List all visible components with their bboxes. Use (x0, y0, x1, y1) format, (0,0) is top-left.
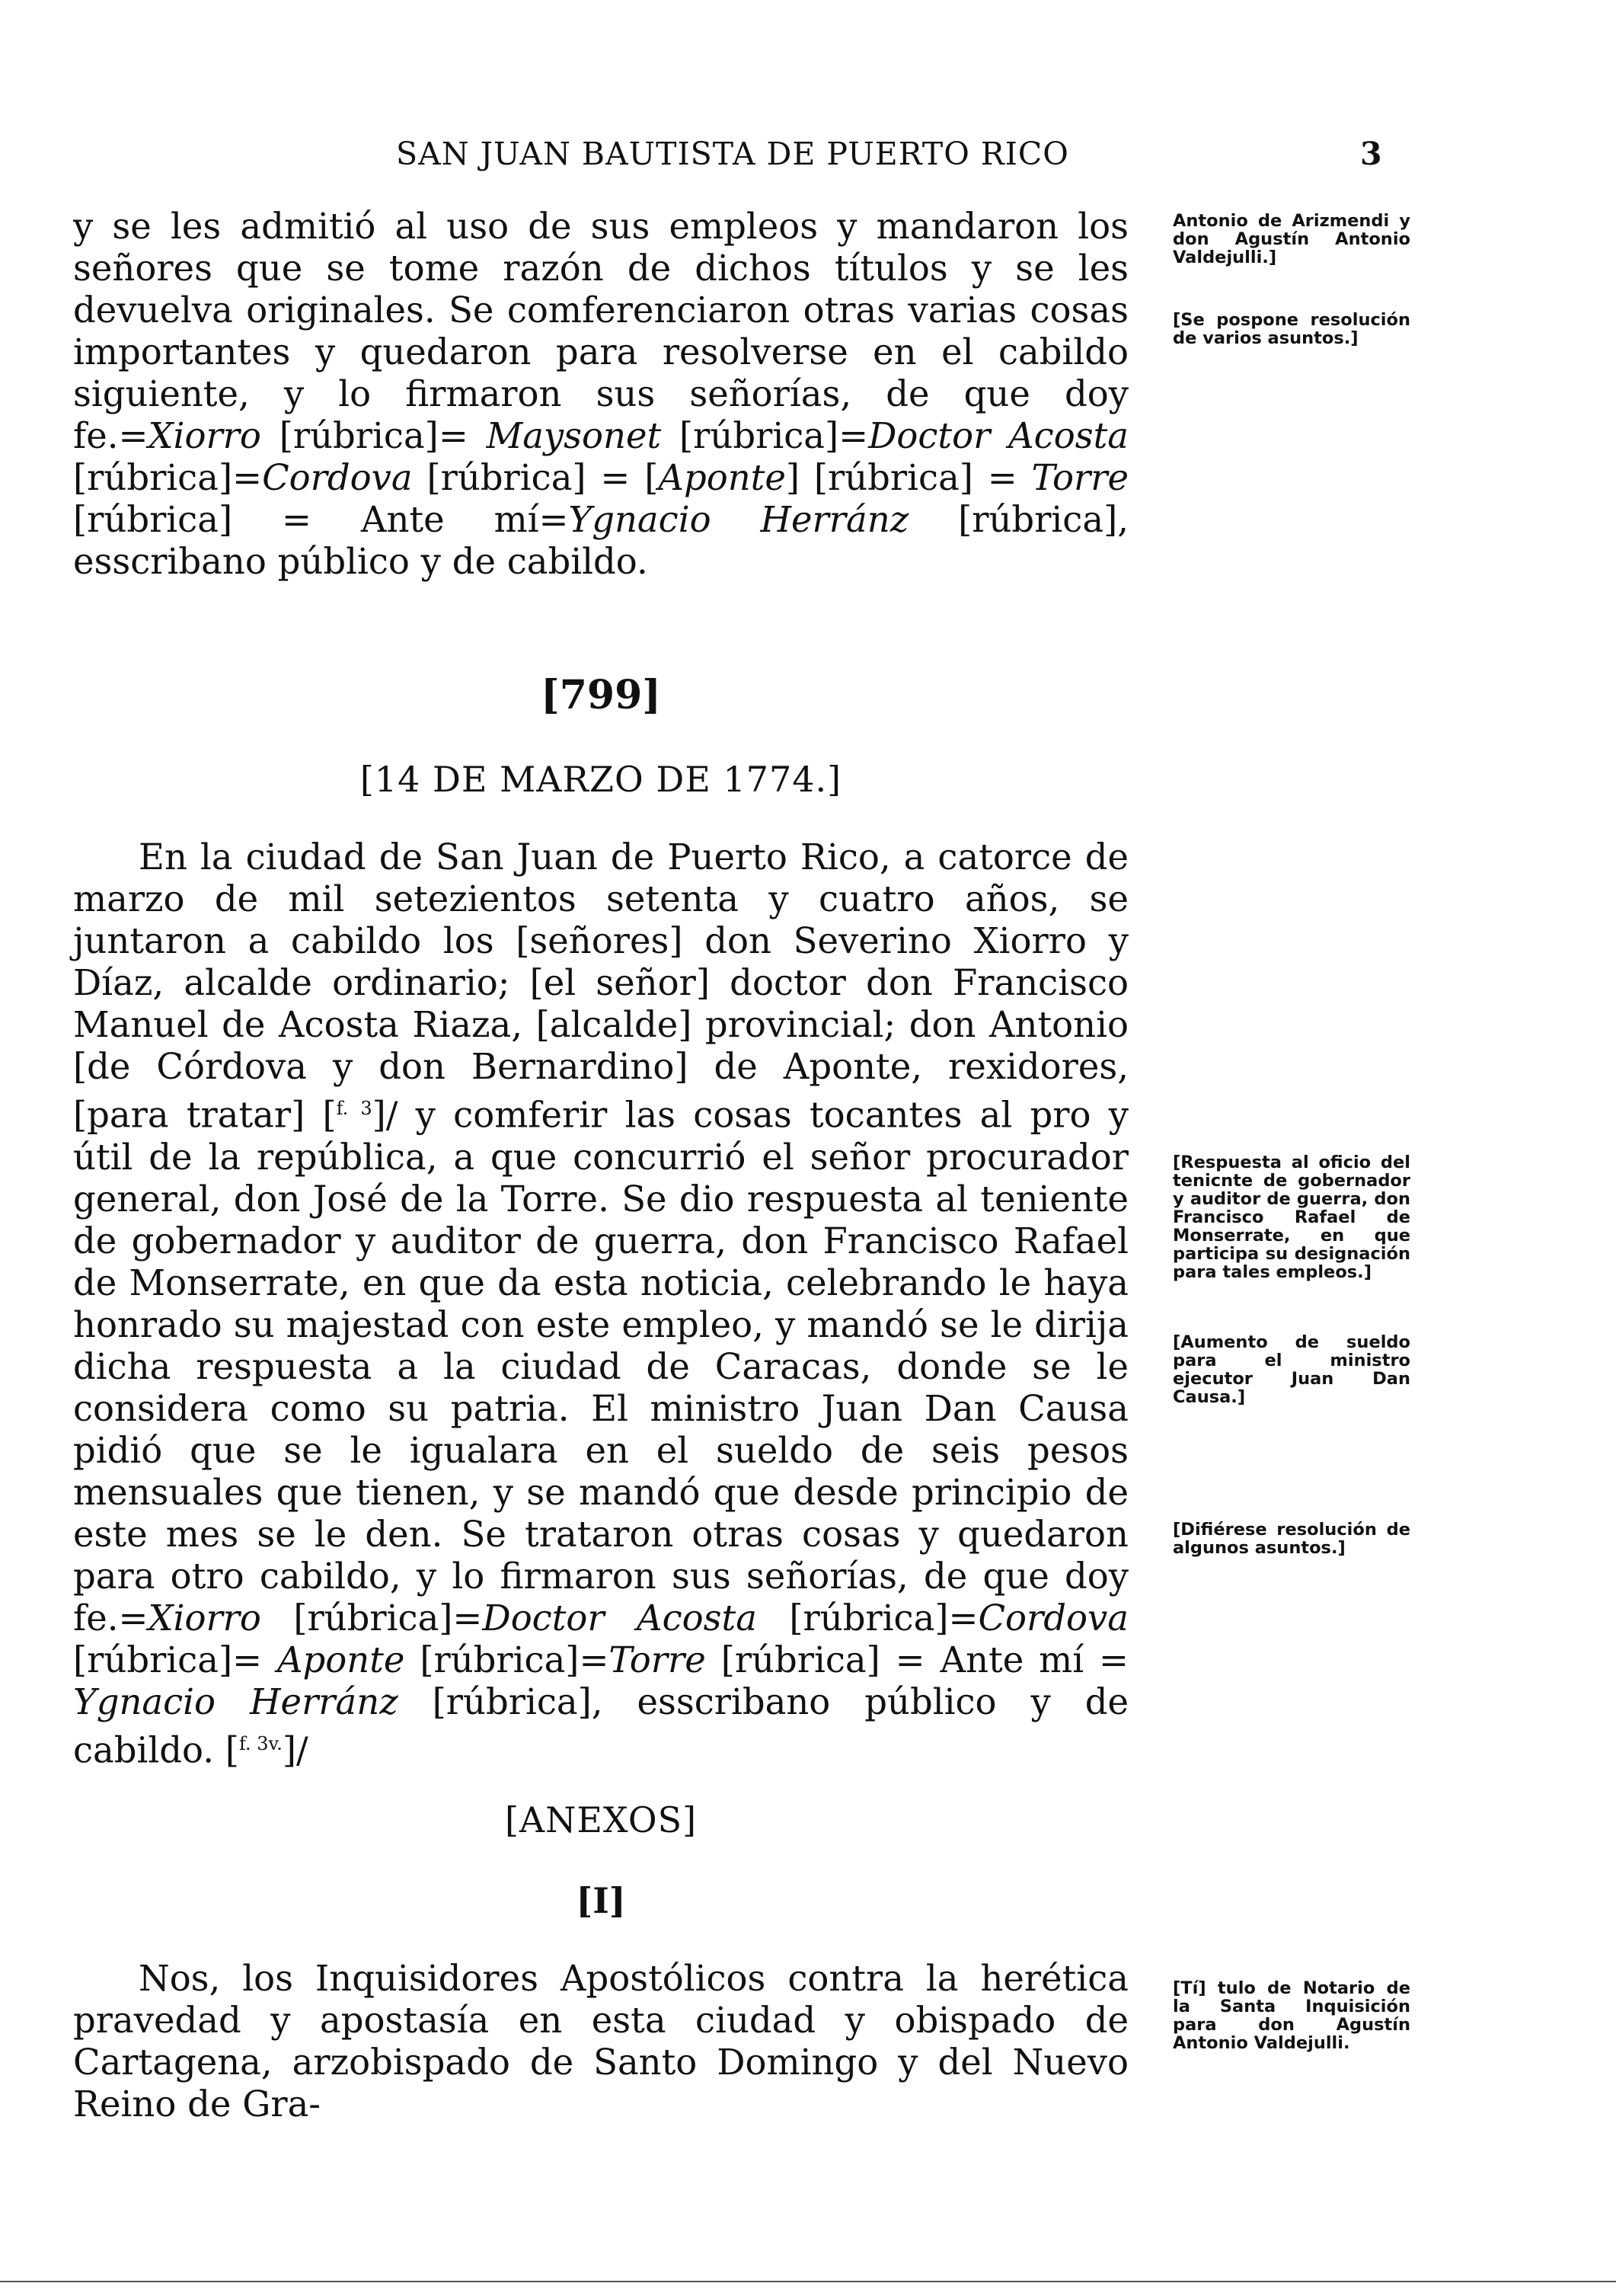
signature-name: Torre (608, 1639, 706, 1680)
text-run: [rúbrica]= (260, 415, 487, 456)
margin-note: [Respuesta al oficio del tenicnte de gobernador y auditor de guerra, don Francisco Rafael de Monserrate, en que participa su designación para tales empleos.] (1173, 1153, 1410, 1282)
page-bottom-edge (0, 2281, 1616, 2282)
act-number: [799] (541, 672, 661, 718)
text-run: [rúbrica], esscribano público y de cabildo. (73, 499, 1129, 582)
text-run: ] [rúbrica] = (785, 457, 1032, 498)
signature-name: Xiorro (148, 415, 261, 456)
signature-name: Cordova (978, 1597, 1129, 1639)
paragraph-session (73, 836, 1129, 1771)
text-run: ]/ y comferir las cosas tocantes al pro y útil de la república, a que concurrió el señor procurador general, don José de la Torre. Se dio respuesta al teniente de gobernador y auditor de guerra, don Francisco Rafael de Monserrate, en que da esta noticia, celebrando le haya honrado su majestad con este empleo, y mandó se le dirija dicha respuesta a la ciudad de Caracas, donde se le considera como su patria. El ministro Juan Dan Causa pidió que se le igualara en el sueldo de seis pesos mensuales que tienen, y se mandó que desde principio de este mes se le den. Se trataron otras cosas y quedaron para otro cabildo, y lo firmaron sus señorías, de que doy fe.= (73, 1094, 1129, 1639)
signature-name: Doctor Acosta (482, 1597, 757, 1639)
signature-name: Ygnacio Herránz (73, 1680, 398, 1722)
text-run: [rúbrica]= (73, 1639, 277, 1680)
annex-number: [I] (576, 1880, 626, 1921)
signature-name: Torre (1031, 457, 1129, 498)
signature-name: Aponte (276, 1639, 405, 1680)
text-run: [rúbrica]= (260, 1597, 483, 1639)
text-run: [rúbrica]= (404, 1639, 609, 1680)
paragraph-continued (73, 206, 1129, 583)
text-run: y se les admitió al uso de sus empleos y mandaron los señores que se tome razón de dichos títulos y se les devuelva originales. Se comferenciaron otras varias cosas importantes y quedaron para resolverse en el cabildo siguiente, y lo firmaron sus señorías, de que doy fe.= (73, 206, 1129, 456)
signature-name: Xiorro (148, 1597, 261, 1639)
section-heading-anexos: [ANEXOS] (504, 1799, 698, 1840)
signature-name: Doctor Acosta (868, 415, 1129, 456)
text-run: [rúbrica]= (661, 415, 869, 456)
text-run: ]/ (282, 1729, 308, 1770)
folio-marker: f. 3v. (238, 1732, 283, 1754)
margin-note: [Difiérese resolución de algunos asuntos.] (1173, 1520, 1410, 1558)
margin-note: [Aumento de sueldo para el ministro ejecutor Juan Dan Causa.] (1173, 1332, 1410, 1407)
margin-note: Antonio de Arizmendi y don Agustín Antonio Valdejulli.] (1173, 211, 1410, 267)
paragraph-annex: Nos, los Inquisidores Apostólicos contra la herética pravedad y apostasía en esta ciudad y obispado de Cartagena, arzobispado de Santo Domingo y del Nuevo Reino de Gra- (73, 1958, 1129, 2125)
signature-name: Ygnacio Herránz (568, 499, 909, 540)
running-header: SAN JUAN BAUTISTA DE PUERTO RICO (396, 136, 1069, 172)
act-date: [14 DE MARZO DE 1774.] (359, 759, 842, 800)
text-run: [rúbrica]= (756, 1597, 979, 1639)
text-run: [rúbrica] = [ (412, 457, 659, 498)
signature-name: Cordova (262, 457, 413, 498)
text-run: [rúbrica]= (73, 457, 263, 498)
signature-name: Maysonet (486, 415, 662, 456)
text-run: En la ciudad de San Juan de Puerto Rico, a catorce de marzo de mil setezientos setenta y cuatro años, se juntaron a cabildo los [señores] don Severino Xiorro y Díaz, alcalde ordinario; [el señor] doctor don Francisco Manuel de Acosta Riaza, [alcalde] provincial; don Antonio [de Córdova y don Bernardino] de Aponte, rexidores, [para tratar] [ (73, 836, 1129, 1136)
text-run: [rúbrica] = Ante mí= (73, 499, 569, 540)
text-run: [rúbrica], esscribano público y de cabildo. [ (73, 1680, 1129, 1770)
signature-name: Aponte (658, 457, 786, 498)
margin-note: [Tí] tulo de Notario de la Santa Inquisición para don Agustín Antonio Valdejulli. (1173, 1978, 1410, 2053)
folio-marker: f. 3 (336, 1098, 372, 1119)
margin-note: [Se pospone resolución de varios asuntos.] (1173, 310, 1410, 348)
text-run: [rúbrica] = Ante mí = (705, 1639, 1129, 1680)
page-number: 3 (1360, 136, 1382, 172)
